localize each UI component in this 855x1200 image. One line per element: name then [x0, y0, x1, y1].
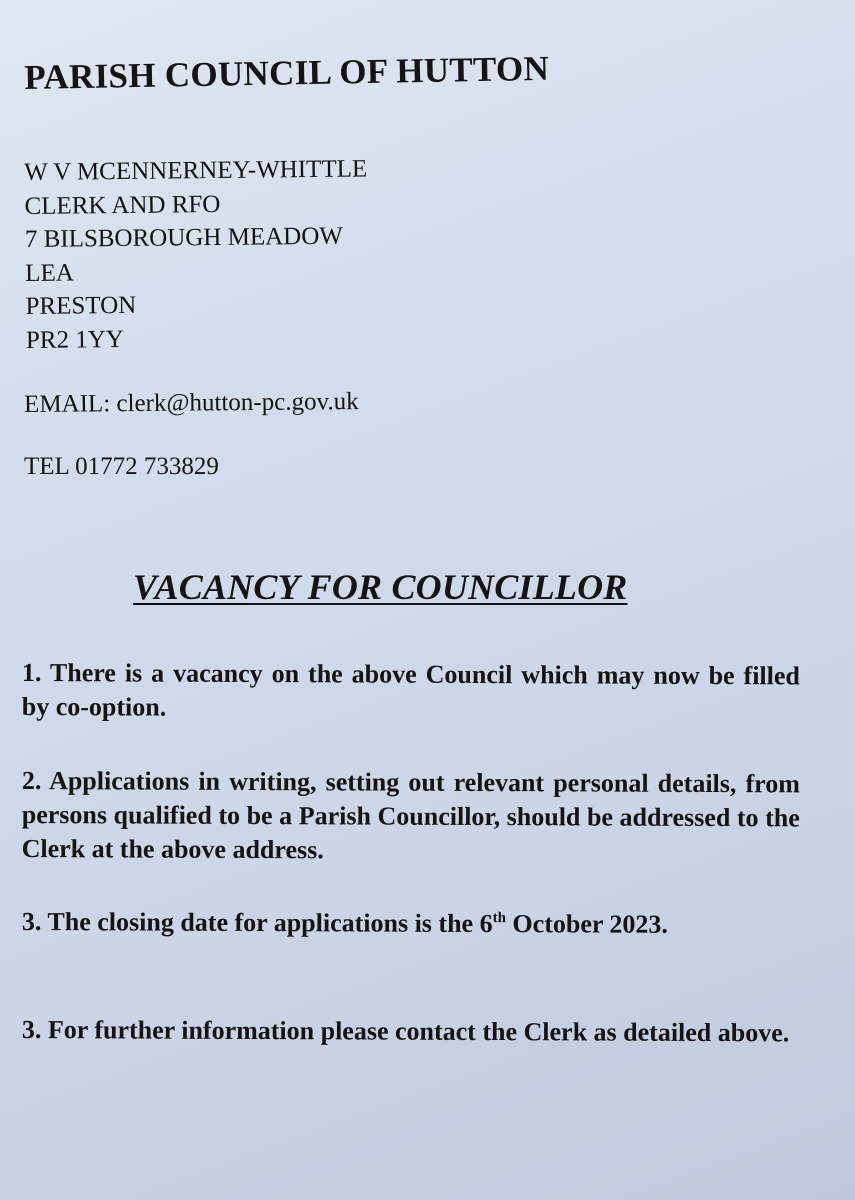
address-line-town: PRESTON [25, 291, 137, 320]
clerk-email: EMAIL: clerk@hutton-pc.gov.uk [24, 388, 359, 418]
address-line-role: CLERK AND RFO [24, 190, 221, 220]
closing-date-text-end: October 2023. [505, 909, 669, 939]
closing-date-text: 3. The closing date for applications is the 6 [21, 907, 493, 939]
paragraph-closing-date [22, 905, 800, 942]
clerk-telephone: TEL 01772 733829 [24, 453, 219, 480]
address-line-locality: LEA [25, 258, 74, 287]
clerk-address-block [24, 152, 369, 357]
vacancy-heading: VACANCY FOR COUNCILLOR [133, 567, 628, 607]
council-title: PARISH COUNCIL OF HUTTON [24, 48, 550, 97]
paragraph-applications: 2. Applications in writing, setting out relevant personal details, from persons qualified to be a Parish Councillor, should be addressed to the Clerk at the above address. [21, 766, 800, 865]
paragraph-vacancy: 1. There is a vacancy on the above Council which may now be filled by co-option. [21, 658, 800, 722]
ordinal-suffix: th [492, 910, 507, 927]
address-line-name: W V MCENNERNEY-WHITTLE [24, 155, 368, 186]
address-line-street: 7 BILSBOROUGH MEADOW [24, 222, 344, 253]
paragraph-further-information: 3. For further information please contact the Clerk as detailed above. [21, 1015, 790, 1048]
address-line-postcode: PR2 1YY [25, 325, 125, 354]
